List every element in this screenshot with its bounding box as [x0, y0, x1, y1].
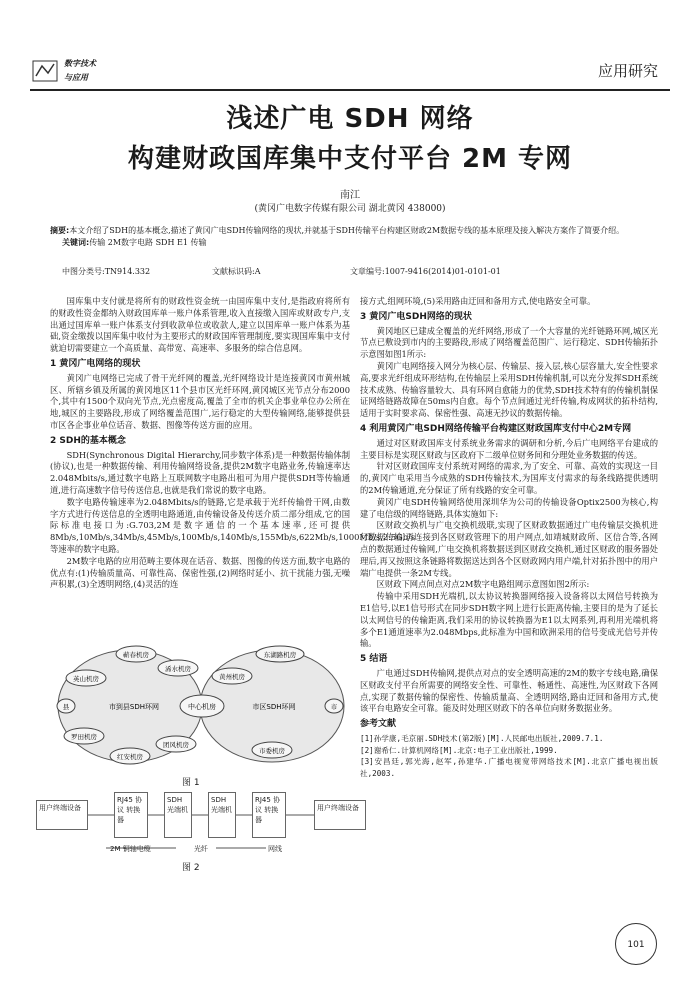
article-title-line2: 构建财政国库集中支付平台 2M 专网 [127, 144, 573, 174]
right-column [360, 296, 658, 780]
center-node-label: 中心机房 [188, 703, 216, 711]
section4-paragraph1: 通过对区财政国库支付系统业务需求的调研和分析,今后广电网络平台建成的主要目标是实现区财政与区政府下二级单位财务间和分理处业务数据的传送。 [360, 437, 658, 460]
page-number-seal [615, 923, 657, 965]
left-ring-label: 市到县SDH环网 [108, 703, 160, 711]
figure1-caption: 图 1 [182, 778, 200, 788]
reference-1: [1]孙学康,毛京丽.SDH技术(第2版)[M].人民邮电出版社,2009.7.1. [360, 733, 604, 743]
article-title-line1: 浅述广电 SDH 网络 [226, 104, 474, 134]
continued-paragraph: 接方式,组网环境,(5)采用路由迂回和备用方式,使电路安全可靠。 [360, 296, 596, 306]
section2-paragraph1: SDH(Synchronous Digital Hierarchy,同步数字体系)是一种数据传输体制(协议),也是一种数据传输、利用传输网络设备,提供2M数字电路业务,传输速率达2.048Mbits/s,通过数字电路上互联网数字电路出租可为用户提供SDH等传输通道,进行高速数字信号传送信息,也就是我们常说的数字电路。 [50, 449, 350, 495]
keywords-text: 传输 2M数字电路 SDH E1 传输 [89, 237, 207, 247]
section4-paragraph3: 黄冈广电SDH传输网络使用深圳华为公司的传输设备Optix2500为核心,构建了电信级的网络链路,具体实施如下: [360, 496, 658, 519]
clc-number: 中图分类号:TN914.332 [62, 267, 151, 276]
svg-text:团风机房: 团风机房 [163, 741, 189, 749]
node-city [325, 699, 343, 713]
figure2-point-to-point-diagram [36, 790, 366, 860]
journal-logo [30, 56, 170, 86]
intro-paragraph: 国库集中支付就是将所有的财政性资金统一由国库集中支付,是指政府将所有的财政性资金都纳入财政国库单一账户体系管理,收入直接缴入国库或财政专户,支出通过国库单一账户体系支付到收款单位或收款人,建立以国库单一账户体系为基础,资金缴拨以国库集中收付为主要形式的财政国库管理制度,要实现国库集中支付就迫切需要建立一个高质量、高带宽、高速率、多服务的综合信息网。 [50, 296, 350, 354]
section-label: 应用研究 [597, 62, 658, 80]
label-cable: 网线 [268, 845, 282, 853]
abstract-text: 本文介绍了SDH的基本概念,描述了黄冈广电SDH传输网络的现状,并就基于SDH传输平台构建区财政2M数据专线的基本原理及接入解决方案作了简要介绍。 [69, 226, 625, 235]
node-huangzhou [212, 668, 252, 684]
section1-heading: 1 黄冈广电网络的现状 [50, 358, 141, 369]
page-number: 101 [627, 940, 645, 950]
section1-paragraph: 黄冈广电网络已完成了骨干光纤网的覆盖,光纤网络设计是连接黄冈市黄州城区、所辖乡镇及所属的黄冈地区11个县市区光纤环网,黄冈城区光节点分布2000个,其中有1500个双向光节点,光点密度高,覆盖了全市的机关企事业单位办公所在地,城区的主要路段,形成了网络覆盖范围广,运行稳定的大型传输网络,能够提供县市区各企事业单位话音、数据、图像等传送方面的应用。 [50, 372, 350, 430]
section3-heading: 3 黄冈广电SDH网络的现状 [360, 311, 472, 322]
svg-text:英山机房: 英山机房 [73, 675, 99, 683]
svg-text:罗田机房: 罗田机房 [71, 733, 97, 741]
svg-text:市: 市 [330, 703, 338, 711]
section2-heading: 2 SDH的基本概念 [50, 435, 126, 446]
svg-text:东湖路机房: 东湖路机房 [263, 651, 297, 659]
node-county [57, 699, 75, 713]
abstract-label: 摘要: [50, 226, 70, 235]
section2-paragraph2: 数字电路传输速率为2.048Mbits/s的链路,它是承载于光纤传输骨干网,由数字方式进行传送信息的全透明电路通道,由传输设备及传送介质二部分组成,它的国际标准电接口为:G.703,2M是数字通信的一个基本速率,还可提供8Mb/s,10Mb/s,34Mb/s,45Mb/s,100Mb/s,140Mb/s,155Mb/s,622Mb/s,1000Mb/s,2.5Gb/s等速率的数字电路。 [50, 496, 416, 554]
section2-paragraph3: 2M数字电路的应用范畴主要体现在话音、数据、图像的传送方面,数字电路的优点有:(1)传输质量高、可靠性高、保密性强,(2)网络时延小、抗干扰能力强,无噪声积累,(3)全透明网络,(4)灵活的连 [50, 555, 350, 590]
abstract [50, 225, 660, 248]
section5-heading: 5 结语 [360, 654, 388, 665]
reference-2: [2]谢希仁.计算机网络[M].北京:电子工业出版社,1999. [360, 745, 558, 755]
sdh-optical-left: SDH 光端机 [164, 792, 192, 838]
user-terminal-right: 用户终端设备 [314, 800, 366, 830]
document-code: 文献标识码:A [212, 267, 261, 276]
svg-text:蕲春机房: 蕲春机房 [123, 651, 149, 659]
svg-text:浠水机房: 浠水机房 [165, 665, 191, 673]
svg-text:红安机房: 红安机房 [117, 753, 143, 761]
svg-text:黄州机房: 黄州机房 [219, 673, 245, 681]
section4-paragraph2: 针对区财政国库支付系统对网络的需求,为了安全、可靠、高效的实现这一目的,黄冈广电采用当今成熟的SDH传输技术,为国库支付需求的每条线路提供透明的2M传输通道,充分保证了所有线路的安全可靠。 [360, 461, 658, 495]
sdh-optical-right: SDH 光端机 [208, 792, 236, 838]
label-fiber: 光纤 [194, 845, 208, 853]
node-luotian [64, 728, 104, 744]
node-shiwei [252, 742, 292, 758]
svg-text:市委机房: 市委机房 [259, 747, 285, 755]
article-meta [62, 266, 662, 278]
section3-paragraph2: 黄冈广电网络接入网分为核心层、传输层、接入层,核心层容量大,安全性要求高,要求光纤组成环形结构,在传输层上采用SDH传输机制,可以充分发挥SDH系统技术成熟、传输容量较大、具有环网自愈能力的优势,SDH技术特有的传输机制保证网络链路故障在50ms内自愈。每个节点间通过光纤传输,构成网状的拓朴结构,适用于实时要求高、保密性强、高速无抄议的数据传输。 [360, 360, 658, 419]
logo-line1: 数字技术 [64, 58, 96, 68]
label-coax: 2M 铜轴电缆 [110, 845, 151, 853]
section4-paragraph5: 区财政下网点间点对点2M数字电路组网示意图如图2所示: [376, 579, 590, 590]
author-name: 南江 [340, 190, 360, 201]
keywords-label: 关键词: [62, 237, 90, 247]
references-heading: 参考文献 [360, 719, 397, 730]
author-affiliation: (黄冈广电数字传媒有限公司 湖北黄冈 438000) [254, 204, 446, 214]
user-terminal-left: 用户终端设备 [36, 800, 88, 830]
article-id: 文章编号:1007-9416(2014)01-0101-01 [350, 267, 501, 276]
node-yingshan [66, 670, 106, 686]
section4-heading: 4 利用黄冈广电SDH网络传输平台构建区财政国库支付中心2M专网 [360, 423, 632, 434]
section3-paragraph1: 黄冈地区已建成全覆盖的光纤网络,形成了一个大容量的光纤链路环网,城区光节点已敷设到市内的主要路段,形成了网络覆盖范围广、运行稳定、SDH传输拓扑示意图如图1所示: [360, 325, 658, 360]
page-header [30, 52, 670, 92]
header-divider [30, 89, 670, 91]
figure1-network-diagram [50, 640, 350, 772]
rj45-converter-right: RJ45 协议 转换器 [252, 792, 286, 838]
svg-text:县: 县 [62, 703, 70, 711]
node-tuanfeng [156, 736, 196, 752]
node-qichun [116, 646, 156, 662]
rj45-converter-left: RJ45 协议 转换器 [114, 792, 148, 838]
journal-logo-icon [32, 60, 58, 82]
node-xishui [158, 660, 198, 676]
node-donghulu [256, 646, 304, 662]
reference-3: [3]安昌廷,郭光海,赵军,孙建华.广播电视宽带网络技术[M].北京广播电视出版社,2003. [360, 757, 658, 779]
section4-paragraph4: 区财政交换机与广电交换机级联,实现了区财政数据通过广电传输层交换机进行数据传输,再连接到各区财政管理下的用户网点,如靖城财政所、区信合等,各网点的数据通过传输网,广电交换机将数据送到区财政交换机,通过区财政的服务器处理后,再又按照这条链路将数据送达到各个区财政网内用户端,针对拓扑图中的用户端广电提供一条2M专线。 [360, 520, 658, 578]
section4-paragraph6: 传输中采用SDH光端机,以太协议转换器网络接入设备将以太网信号转换为E1信号,以E1信号形式在同步SDH数字网上进行长距离传输,主要目的是为了延长以太网信号的传输距离,我们采用的协议转换器为E1以太网系列,再利用光端机将多个E1通道速率为2.048Mbps,此标准为中国和欧洲采用的信号变成光信号并传输。 [360, 591, 658, 649]
logo-line2: 与应用 [64, 72, 88, 82]
right-ring-label: 市区SDH环网 [252, 703, 296, 711]
node-hongan [110, 748, 150, 764]
figure2-caption: 图 2 [182, 863, 200, 873]
section5-paragraph: 广电通过SDH传输网,提供点对点的安全透明高速的2M的数字专线电路,确保区财政支付平台所需要的网络安全性、可靠性、畅通性、高速性,为区财政下各网点,实现了数据传输的保密性、传输质量高、全透明网络,路由迂回和备用方式,使该平台电路安全可靠。能及时处理区财政下的各单位向财务数据业务。 [360, 667, 658, 714]
